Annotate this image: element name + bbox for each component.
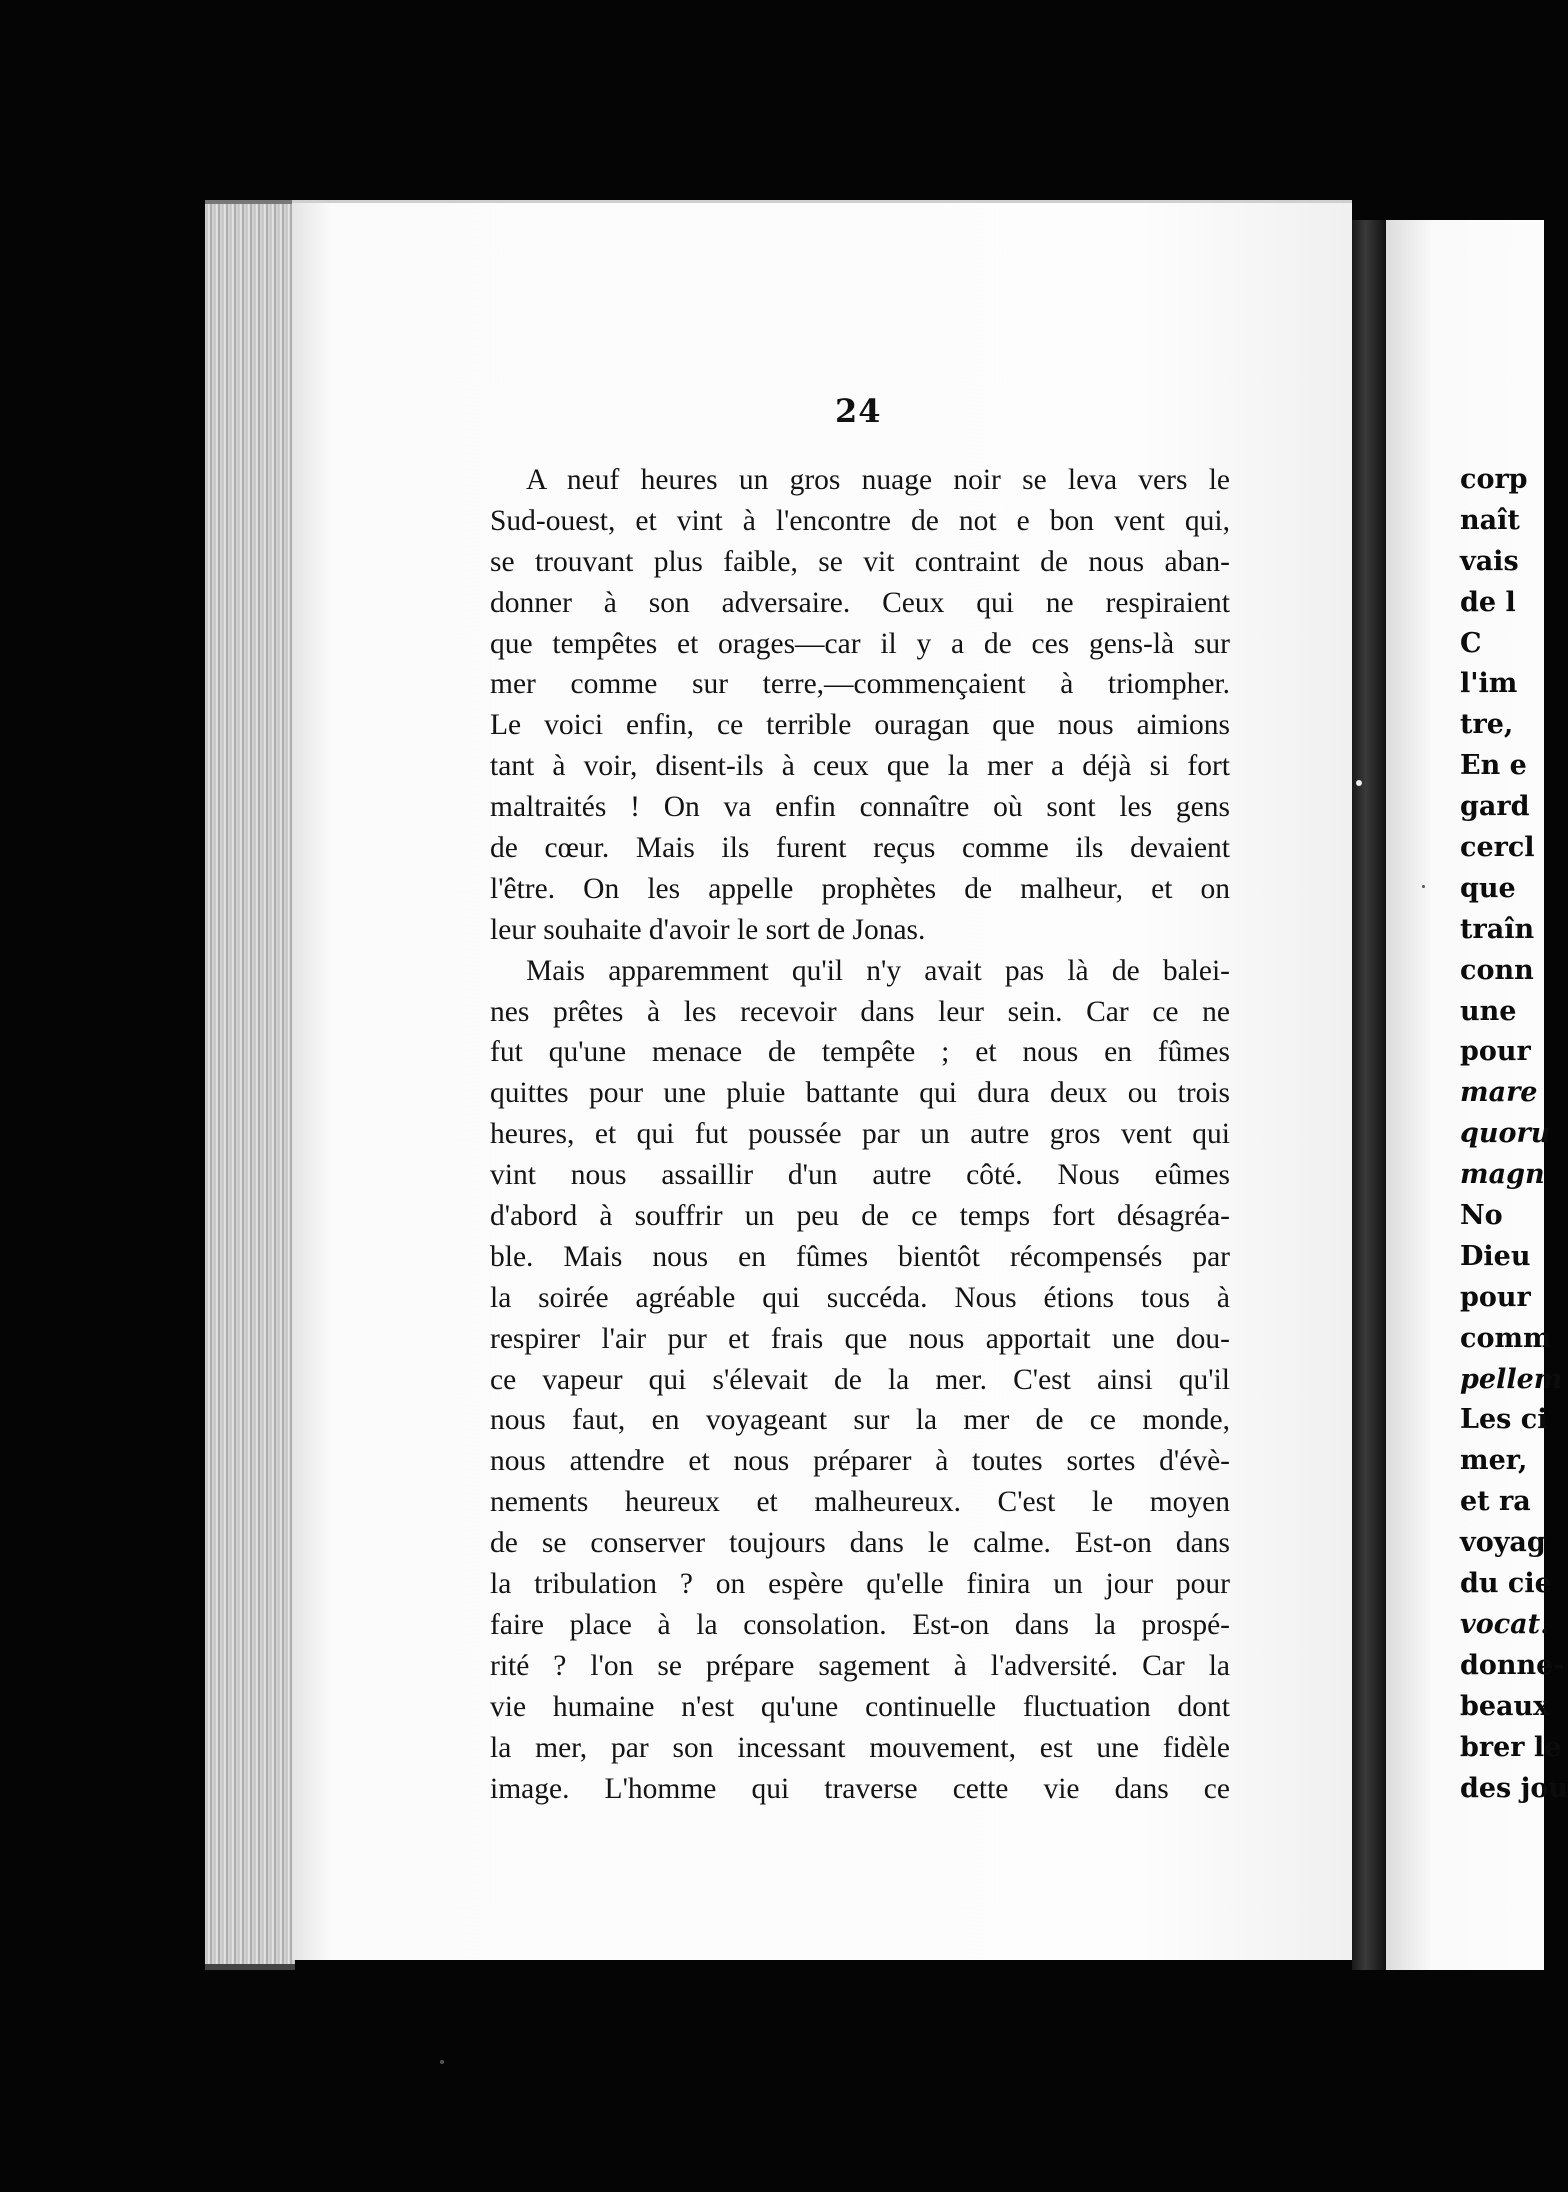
facing-text-line: traîn xyxy=(1460,913,1535,945)
facing-text-line: donne- xyxy=(1460,1649,1565,1681)
text-line: nes prêtes à les recevoir dans leur sein. Car ce ne xyxy=(490,995,1230,1028)
text-line: se trouvant plus faible, se vit contraint de nous aban- xyxy=(490,545,1230,578)
facing-text-line: du cie xyxy=(1460,1568,1552,1600)
text-line: A neuf heures un gros nuage noir se leva vers le xyxy=(526,464,1230,496)
page-number: 24 xyxy=(835,392,882,430)
text-line: que tempêtes et orages—car il y a de ces gens-là sur xyxy=(490,627,1230,660)
facing-text-line: de l xyxy=(1460,586,1516,618)
facing-text-line: pour xyxy=(1460,1281,1531,1313)
text-line: maltraités ! On va enfin connaître où sont les gens xyxy=(490,791,1230,824)
scan-speck xyxy=(440,2060,444,2064)
text-line: respirer l'air pur et frais que nous apportait une dou- xyxy=(490,1322,1230,1355)
facing-text-line: pour xyxy=(1460,1036,1531,1068)
facing-text-line: quoru xyxy=(1460,1118,1551,1150)
text-line: nous faut, en voyageant sur la mer de ce monde, xyxy=(490,1404,1230,1437)
facing-text-line: naît xyxy=(1460,504,1520,536)
facing-text-line: Dieu xyxy=(1460,1240,1531,1272)
facing-text-line: que xyxy=(1460,872,1516,904)
text-line: Sud-ouest, et vint à l'encontre de not e bon vent qui, xyxy=(490,504,1230,537)
text-line: ble. Mais nous en fûmes bientôt récompensés par xyxy=(490,1240,1230,1273)
scan-speck xyxy=(1422,885,1425,888)
facing-text-line: C xyxy=(1460,627,1482,659)
text-line: image. L'homme qui traverse cette vie dans ce xyxy=(490,1772,1230,1805)
text-line: fut qu'une menace de tempête ; et nous en fûmes xyxy=(490,1036,1230,1069)
facing-text-line: brer le xyxy=(1460,1731,1562,1763)
text-line: d'abord à souffrir un peu de ce temps fort désagréa- xyxy=(490,1200,1230,1233)
facing-text-line: beaux xyxy=(1460,1690,1550,1722)
facing-text-line: l'im xyxy=(1460,668,1518,700)
text-line: la soirée agréable qui succéda. Nous étions tous à xyxy=(490,1281,1230,1314)
facing-text-line: tre, xyxy=(1460,709,1514,741)
text-line: nous attendre et nous préparer à toutes sortes d'évè- xyxy=(490,1445,1230,1478)
facing-text-line: gard xyxy=(1460,791,1530,823)
facing-text-line: vais xyxy=(1460,545,1519,577)
text-line: leur souhaite d'avoir le sort de Jonas. xyxy=(490,913,926,946)
facing-text-line: No xyxy=(1460,1200,1503,1232)
text-line: vie humaine n'est qu'une continuelle fluctuation dont xyxy=(490,1690,1230,1723)
text-line: mer comme sur terre,—commençaient à triompher. xyxy=(490,668,1230,701)
facing-text-line: pellem xyxy=(1460,1363,1563,1395)
book-gutter xyxy=(1352,220,1386,1970)
facing-text-line: magn xyxy=(1460,1159,1545,1191)
text-line: la tribulation ? on espère qu'elle finira un jour pour xyxy=(490,1568,1230,1601)
page-body-text xyxy=(490,460,1230,1809)
text-line: l'être. On les appelle prophètes de malheur, et on xyxy=(490,872,1230,905)
scan-speck xyxy=(1356,780,1362,786)
text-line: Mais apparemment qu'il n'y avait pas là de balei- xyxy=(526,954,1230,987)
facing-text-line: Les ci xyxy=(1460,1404,1548,1436)
facing-text-line: des jou xyxy=(1460,1772,1568,1804)
facing-text-line: comm xyxy=(1460,1322,1552,1354)
text-line: tant à voir, disent-ils à ceux que la mer a déjà si fort xyxy=(490,750,1230,783)
facing-text-line: mer, xyxy=(1460,1445,1528,1477)
text-line: heures, et qui fut poussée par un autre gros vent qui xyxy=(490,1118,1230,1151)
page-stack xyxy=(205,200,295,1970)
text-line: rité ? l'on se prépare sagement à l'adversité. Car la xyxy=(490,1649,1230,1682)
facing-text-line: et ra xyxy=(1460,1486,1531,1518)
text-line: vint nous assaillir d'un autre côté. Nous eûmes xyxy=(490,1159,1230,1192)
text-line: quittes pour une pluie battante qui dura deux ou trois xyxy=(490,1077,1230,1110)
facing-text-line: En e xyxy=(1460,750,1527,782)
facing-text-line: mare xyxy=(1460,1077,1538,1109)
facing-text-line: conn xyxy=(1460,954,1534,986)
facing-text-line: corp xyxy=(1460,464,1528,495)
facing-text-line: voyag xyxy=(1460,1527,1546,1559)
text-line: faire place à la consolation. Est-on dans la prospé- xyxy=(490,1608,1230,1641)
text-line: Le voici enfin, ce terrible ouragan que nous aimions xyxy=(490,709,1230,742)
text-line: de cœur. Mais ils furent reçus comme ils devaient xyxy=(490,832,1230,865)
facing-text-line: cercl xyxy=(1460,832,1535,864)
text-line: ce vapeur qui s'élevait de la mer. C'est ainsi qu'il xyxy=(490,1363,1230,1396)
text-line: de se conserver toujours dans le calme. Est-on dans xyxy=(490,1527,1230,1560)
text-line: donner à son adversaire. Ceux qui ne respiraient xyxy=(490,586,1230,619)
facing-text-line: une xyxy=(1460,995,1517,1027)
text-line: la mer, par son incessant mouvement, est une fidèle xyxy=(490,1731,1230,1764)
text-line: nements heureux et malheureux. C'est le moyen xyxy=(490,1486,1230,1519)
facing-page-text xyxy=(1460,460,1568,1809)
facing-text-line: vocat. xyxy=(1460,1608,1550,1640)
